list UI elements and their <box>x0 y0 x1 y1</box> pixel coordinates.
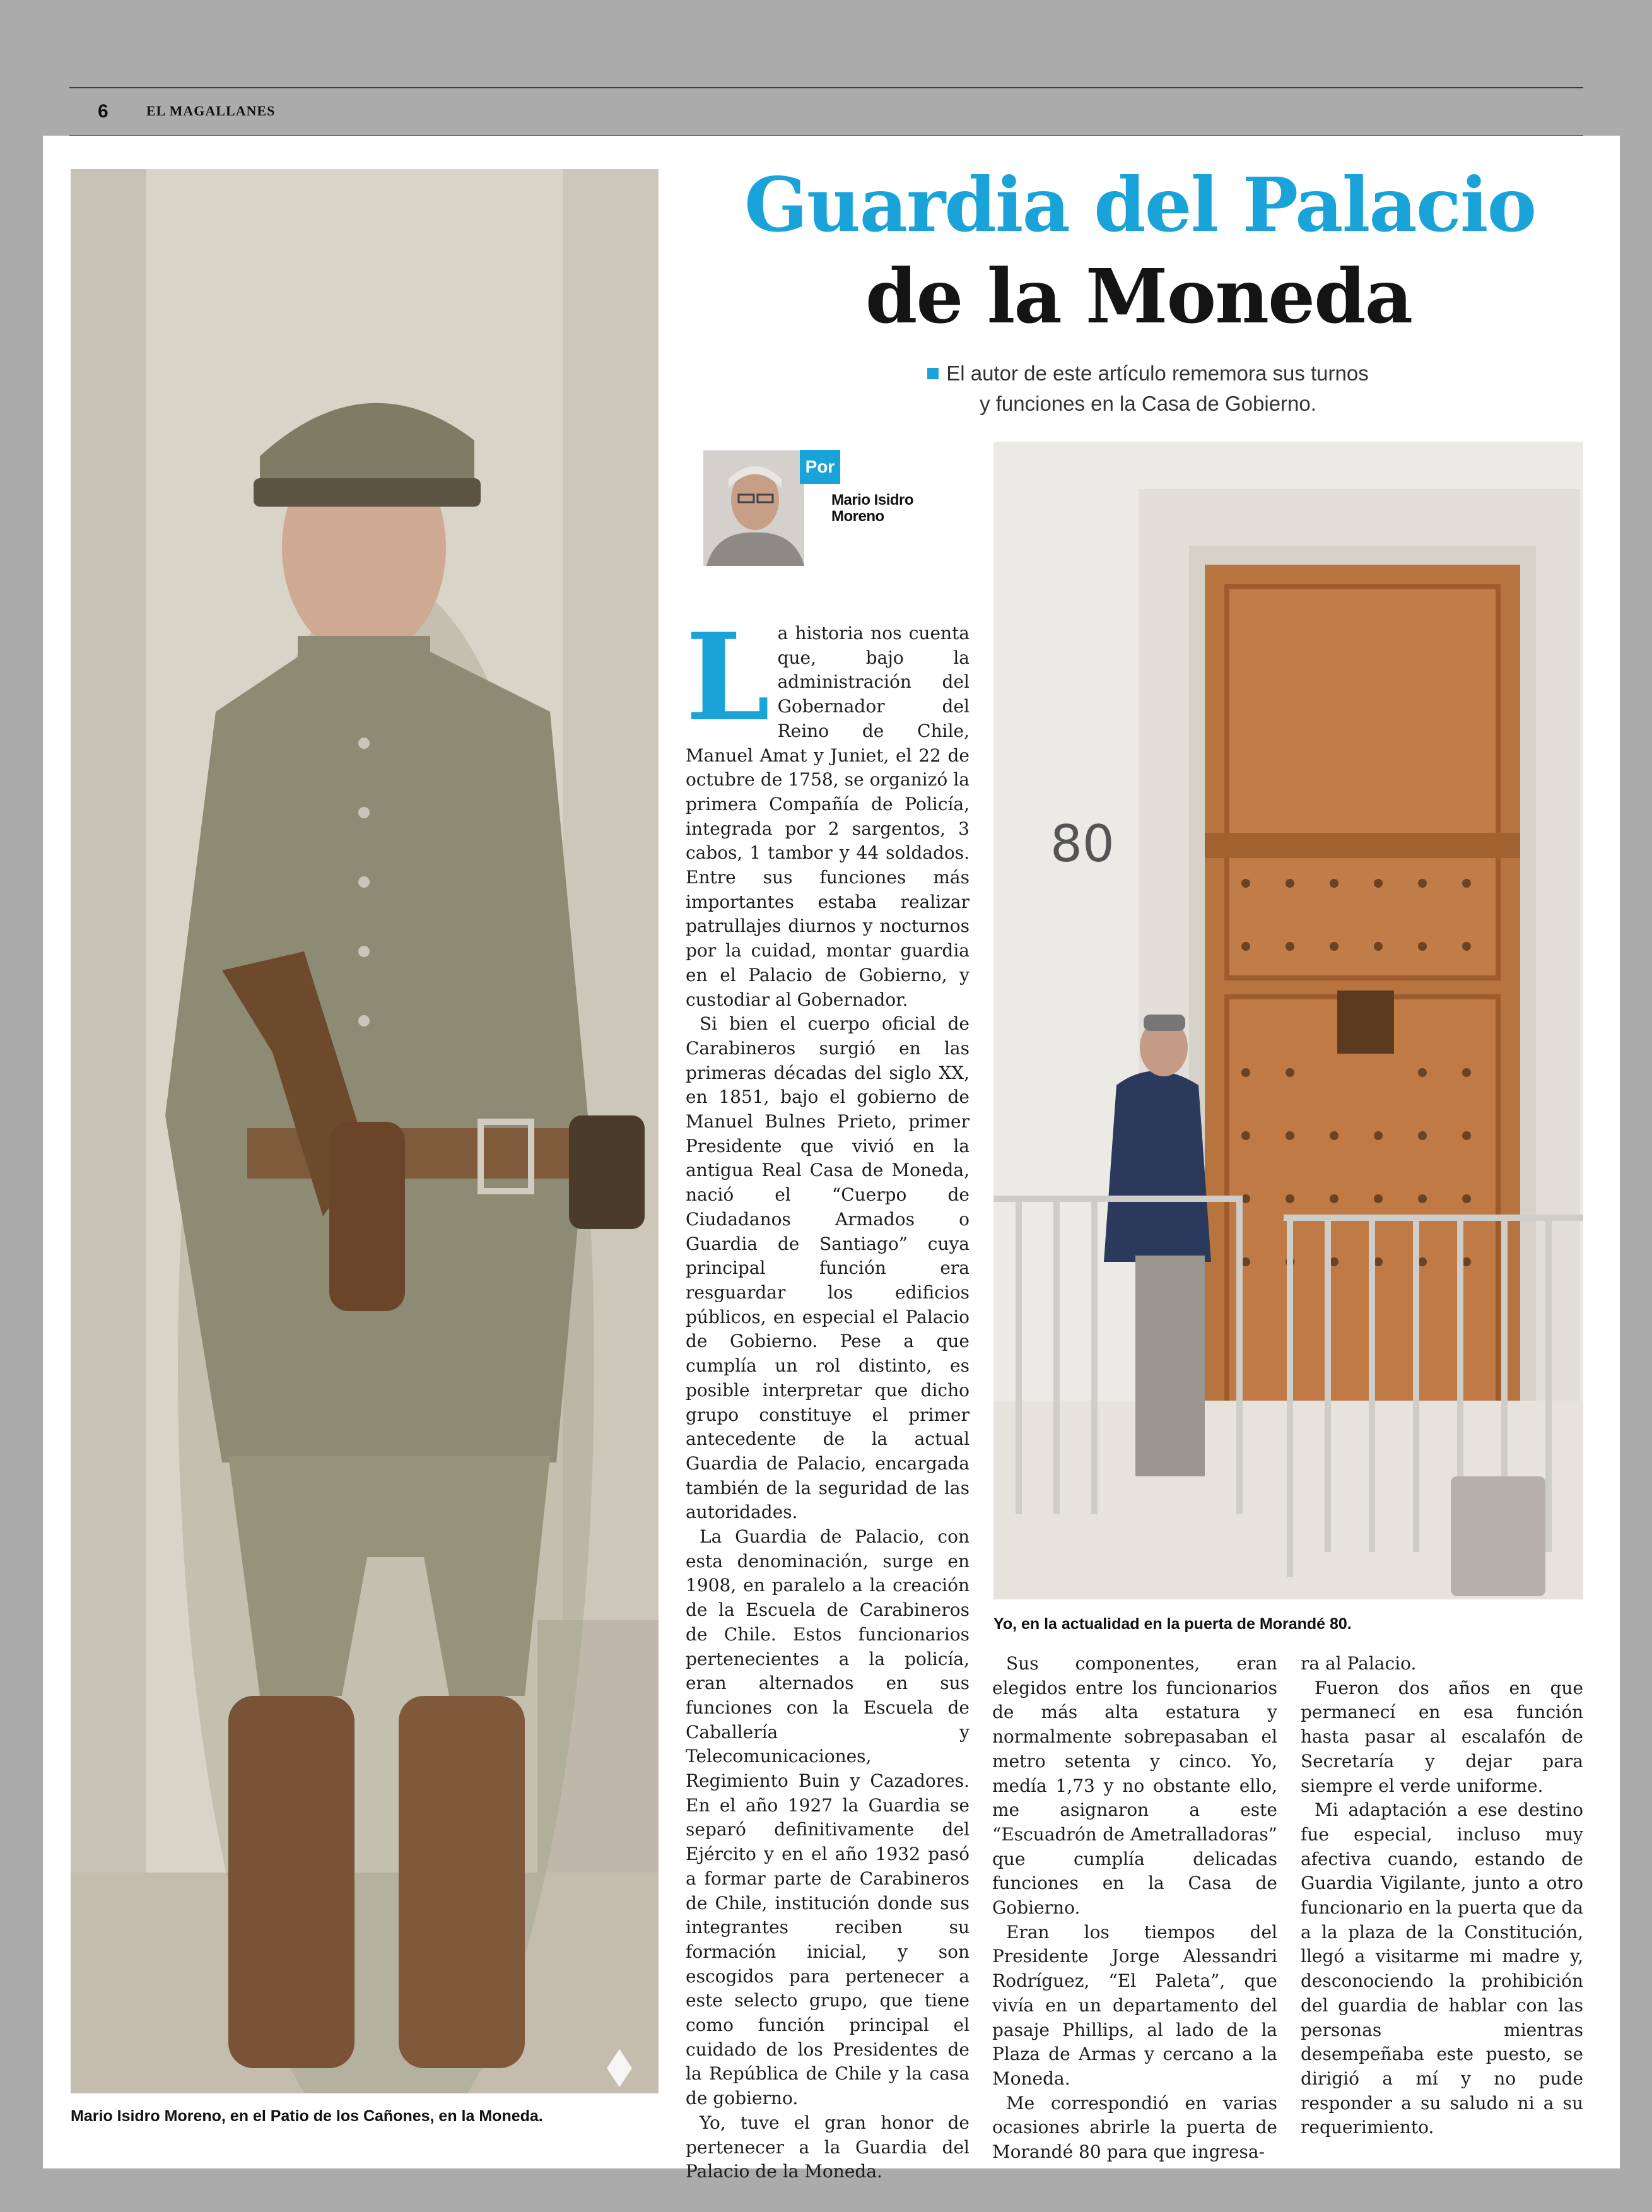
column-3-paragraph-3: Mi adaptación a ese destino fue especial, incluso muy afectiva cuando, estando de Guardia Vigilante, junto a otro funcionario en la puerta que da a la plaza de la Constitución, llegó a visitarme mi madre y, desconociendo la prohibición del guardia de hablar con las personas mientras desempeñaba este puesto, se dirigió a mí y no pude responder a su saludo ni a su requerimiento. <box>1301 1799 1583 2138</box>
deck-line-2: y funciones en la Casa de Gobierno. <box>980 391 1316 415</box>
deck-bullet-icon <box>927 368 939 379</box>
column-2-paragraph-2: Eran los tiempos del Presidente Jorge Alessandri Rodríguez, “El Paleta”, que vivía en un departamento del pasaje Phillips, al lado de la Plaza de Armas y cercano a la Moneda. <box>992 1921 1277 2089</box>
author-name-line-1: Mario Isidro <box>831 491 914 509</box>
article-deck <box>864 358 1432 419</box>
headline-line-1: Guardia del Palacio <box>744 161 1536 249</box>
column-1-paragraph-4: Yo, tuve el gran honor de pertenecer a la Guardia del Palacio de la Moneda. <box>686 2112 970 2182</box>
column-3-paragraph-1: ra al Palacio. <box>1301 1653 1417 1674</box>
author-avatar-illustration <box>703 450 804 566</box>
deck-line-1: El autor de este artículo rememora sus turnos <box>946 362 1369 385</box>
page-number: 6 <box>98 101 108 122</box>
headline-line-2: de la Moneda <box>865 252 1412 340</box>
author-name-line-2: Moreno <box>831 507 884 525</box>
masthead: EL MAGALLANES <box>146 103 276 119</box>
byline-label: Por <box>800 450 840 484</box>
column-2-paragraph-3: Me correspondió en varias ocasiones abrirle la puerta de Morandé 80 para que ingresa- <box>992 2092 1277 2163</box>
column-1-paragraph-1 <box>686 607 970 1012</box>
article-column-2 <box>992 1652 1277 2165</box>
column-1-paragraph-1-text: a historia nos cuenta que, bajo la administración del Gobernador del Reino de Chile, Manuel Amat y Juniet, el 22 de octubre de 1758, se organizó la primera Compañía de Policía, integrada por 2 sargentos, 3 cabos, 1 tambor y 44 soldados. Entre sus funciones más importantes estaba realizar patrullajes diurnos y nocturnos por la cuidad, montar guardia en el Palacio de Gobierno, y custodiar al Gobernador. <box>686 623 970 1010</box>
left-photo-caption: Mario Isidro Moreno, en el Patio de los Cañones, en la Moneda. <box>71 2107 543 2125</box>
guard-portrait-illustration <box>71 169 659 2093</box>
header-top-rule <box>69 87 1583 88</box>
author-avatar-photo <box>703 450 804 566</box>
door-morande-80-photo <box>993 442 1583 1599</box>
column-3-paragraph-2: Fueron dos años en que permanecí en esa función hasta pasar al escalafón de Secretaría y dejar para siempre el verde uniforme. <box>1301 1677 1583 1796</box>
door-photo-illustration <box>993 442 1583 1599</box>
guard-portrait-photo <box>71 169 659 2093</box>
right-photo-caption: Yo, en la actualidad en la puerta de Morandé 80. <box>993 1615 1352 1633</box>
door-number: 80 <box>1050 815 1115 873</box>
column-1-paragraph-2: Si bien el cuerpo oficial de Carabineros surgió en las primeras décadas del siglo XX, en 1851, bajo el gobierno de Manuel Bulnes Prieto, primer Presidente que vivió en la antigua Real Casa de Moneda, nació el “Cuerpo de Ciudadanos Armados o Guardia de Santiago” cuya principal función era resguardar los edificios públicos, en especial el Palacio de Gobierno. Pese a que cumplía un rol distinto, es posible interpretar que dicho grupo constituye el primer antecedente de la actual Guardia de Palacio, encargada también de la seguridad de las autoridades. <box>686 1013 970 1523</box>
article-column-1 <box>686 607 970 2184</box>
drop-cap: L <box>686 607 770 748</box>
author-name <box>831 492 958 525</box>
column-2-paragraph-1: Sus componentes, eran elegidos entre los funcionarios de más alta estatura y normalmente sobrepasaban el metro setenta y cinco. Yo, medía 1,73 y no obstante ello, me asignaron a este “Escuadrón de Ametralladoras” que cumplía delicadas funciones en la Casa de Gobierno. <box>992 1653 1277 1919</box>
article-column-3 <box>1301 1652 1583 2140</box>
column-1-paragraph-3: La Guardia de Palacio, con esta denominación, surge en 1908, en paralelo a la creación de la Escuela de Carabineros de Chile. Estos funcionarios pertenecientes a la policía, eran alternados en sus funciones con la Escuela de Caballería y Telecomunicaciones, Regimiento Buin y Cazadores. En el año 1927 la Guardia se separó definitivamente del Ejército y en el año 1932 pasó a formar parte de Carabineros de Chile, institución donde sus integrantes reciben su formación inicial, y son escogidos para pertenecer a este selecto grupo, que tiene como función principal el cuidado de los Presidentes de la República de Chile y la casa de gobierno. <box>686 1526 970 2109</box>
